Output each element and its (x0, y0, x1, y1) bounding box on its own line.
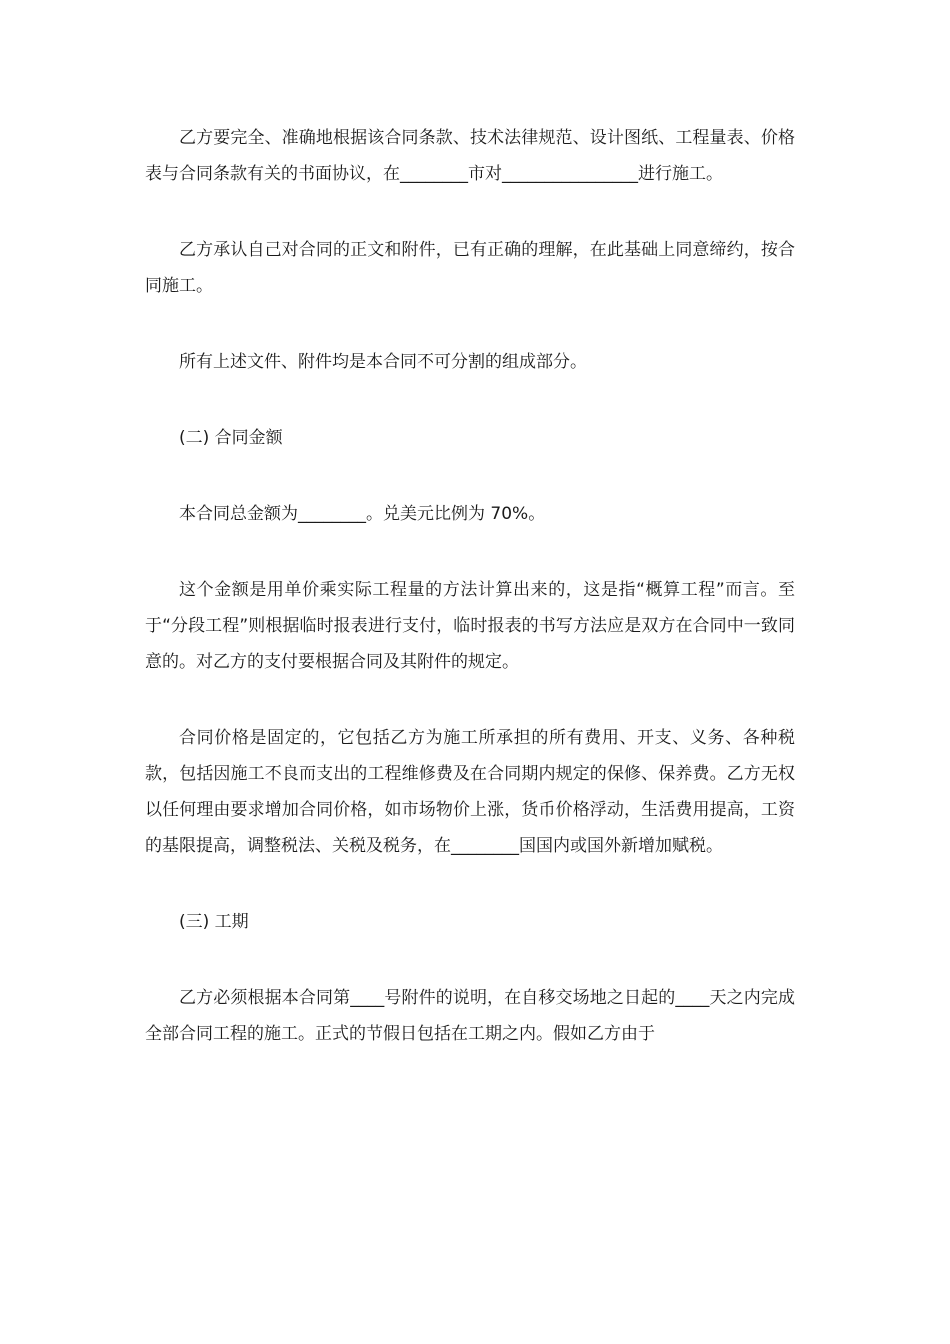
paragraph-total-amount: 本合同总金额为________。兑美元比例为 70%。 (179, 504, 546, 524)
section-heading-construction-period: (三) 工期 (179, 912, 249, 932)
paragraph-fixed-price: 合同价格是固定的，它包括乙方为施工所承担的所有费用、开支、义务、各种税款，包括因施工不良而支出的工程维修费及在合同期内规定的保修、保养费。乙方无权以任何理由要求增加合同价格，如市场物价上涨，货币价格浮动，生活费用提高，工资的基限提高，调整税法、关税及税务，在________国国内或国外新增加赋税。 (145, 728, 795, 856)
section-heading-contract-amount: (二) 合同金额 (179, 428, 283, 448)
paragraph-understanding: 乙方承认自己对合同的正文和附件，已有正确的理解，在此基础上同意缔约，按合同施工。 (145, 240, 795, 296)
paragraph-construction-basis: 乙方要完全、准确地根据该合同条款、技术法律规范、设计图纸、工程量表、价格表与合同条款有关的书面协议，在________市对________________进行施工。 (145, 128, 795, 184)
paragraph-calculation-method: 这个金额是用单价乘实际工程量的方法计算出来的，这是指“概算工程”而言。至于“分段工程”则根据临时报表进行支付，临时报表的书写方法应是双方在合同中一致同意的。对乙方的支付要根据合同及其附件的规定。 (145, 580, 795, 672)
paragraph-completion-period: 乙方必须根据本合同第____号附件的说明，在自移交场地之日起的____天之内完成全部合同工程的施工。正式的节假日包括在工期之内。假如乙方由于 (145, 988, 795, 1044)
paragraph-documents-integral: 所有上述文件、附件均是本合同不可分割的组成部分。 (179, 352, 587, 372)
document-body (145, 120, 795, 1092)
